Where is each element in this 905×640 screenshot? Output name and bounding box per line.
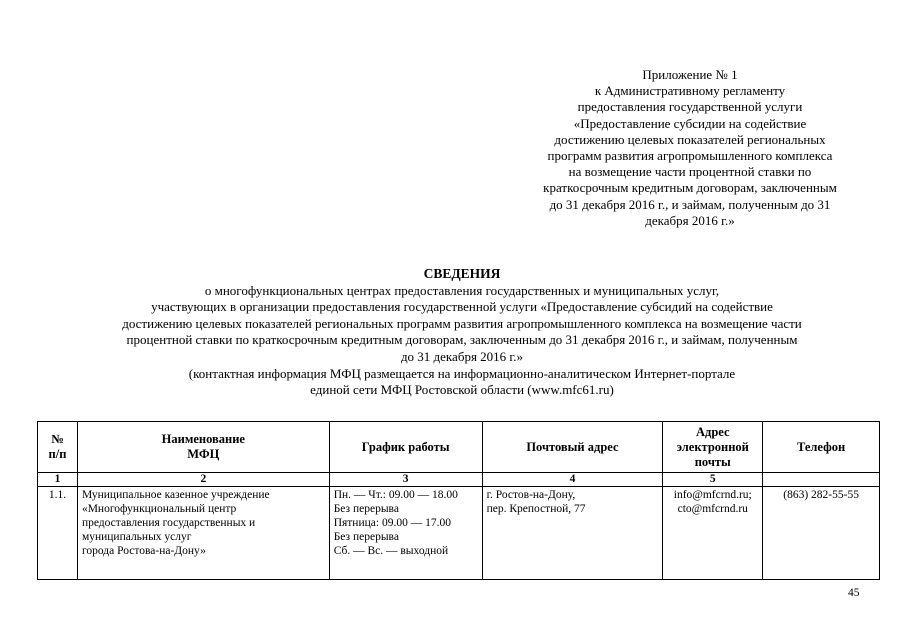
document-title: СВЕДЕНИЯ	[423, 266, 501, 281]
row-name: Муниципальное казенное учреждение «Многофункциональный центр предоставления государственных и муниципальных услуг города Ростова-на-Дону»	[77, 487, 329, 580]
header-email: Адрес электронной почты	[663, 422, 763, 473]
annex-line: «Предоставление субсидии на содействие	[573, 115, 807, 131]
annex-line: до 31 декабря 2016 г., и займам, полученным до 31	[549, 196, 831, 212]
email-link[interactable]: info@mfcrnd.ru;	[673, 489, 752, 501]
column-number: 2	[77, 473, 329, 487]
header-phone: Телефон	[763, 422, 880, 473]
annex-line: краткосрочным кредитным договорам, заключенным	[543, 180, 837, 196]
heading-line: о многофункциональных центрах предоставления государственных и муниципальных услуг,	[204, 282, 720, 298]
document-heading	[22, 266, 902, 399]
row-num: 1.1.	[38, 487, 78, 580]
row-phone: (863) 282-55-55	[763, 487, 880, 580]
header-address: Почтовый адрес	[482, 422, 663, 473]
heading-line: процентной ставки по краткосрочным кредитным договорам, заключенным до 31 декабря 2016 г., и займам, полученным	[126, 332, 798, 348]
annex-line: на возмещение части процентной ставки по	[568, 164, 812, 180]
annex-line: предоставления государственной услуги	[577, 99, 803, 115]
page-number: 45	[848, 587, 860, 599]
column-number: 1	[38, 473, 78, 487]
row-schedule: Пн. — Чт.: 09.00 — 18.00 Без перерыва Пятница: 09.00 — 17.00 Без перерыва Сб. — Вс. — выходной	[329, 487, 482, 580]
heading-line: достижению целевых показателей региональных программ развития агропромышленного комплекса на возмещение части	[122, 315, 802, 331]
mfc-table	[37, 421, 880, 580]
column-number	[763, 473, 880, 487]
annex-line: декабря 2016 г.»	[645, 212, 735, 228]
column-number: 3	[329, 473, 482, 487]
heading-line: участвующих в организации предоставления государственной услуги «Предоставление субсидий на содействие	[151, 299, 773, 315]
annex-line: достижению целевых показателей региональных	[554, 131, 826, 147]
header-schedule: График работы	[329, 422, 482, 473]
annex-line: Приложение № 1	[642, 67, 738, 82]
email-link[interactable]: cto@mfcrnd.ru	[677, 503, 748, 515]
table-row	[38, 487, 880, 580]
heading-line: до 31 декабря 2016 г.»	[400, 348, 524, 364]
column-number: 5	[663, 473, 763, 487]
heading-line: единой сети МФЦ Ростовской области (www.mfc61.ru)	[310, 382, 614, 398]
row-email	[663, 487, 763, 580]
header-num: № п/п	[38, 422, 78, 473]
table-header-row	[38, 422, 880, 473]
annex-line: программ развития агропромышленного комплекса	[547, 148, 833, 164]
column-numbers-row	[38, 473, 880, 487]
header-name: Наименование МФЦ	[77, 422, 329, 473]
annex-line: к Административному регламенту	[594, 83, 786, 99]
annex-header	[498, 67, 882, 229]
column-number: 4	[482, 473, 663, 487]
row-address: г. Ростов-на-Дону, пер. Крепостной, 77	[482, 487, 663, 580]
heading-line: (контактная информация МФЦ размещается на информационно-аналитическом Интернет-портале	[188, 365, 736, 381]
